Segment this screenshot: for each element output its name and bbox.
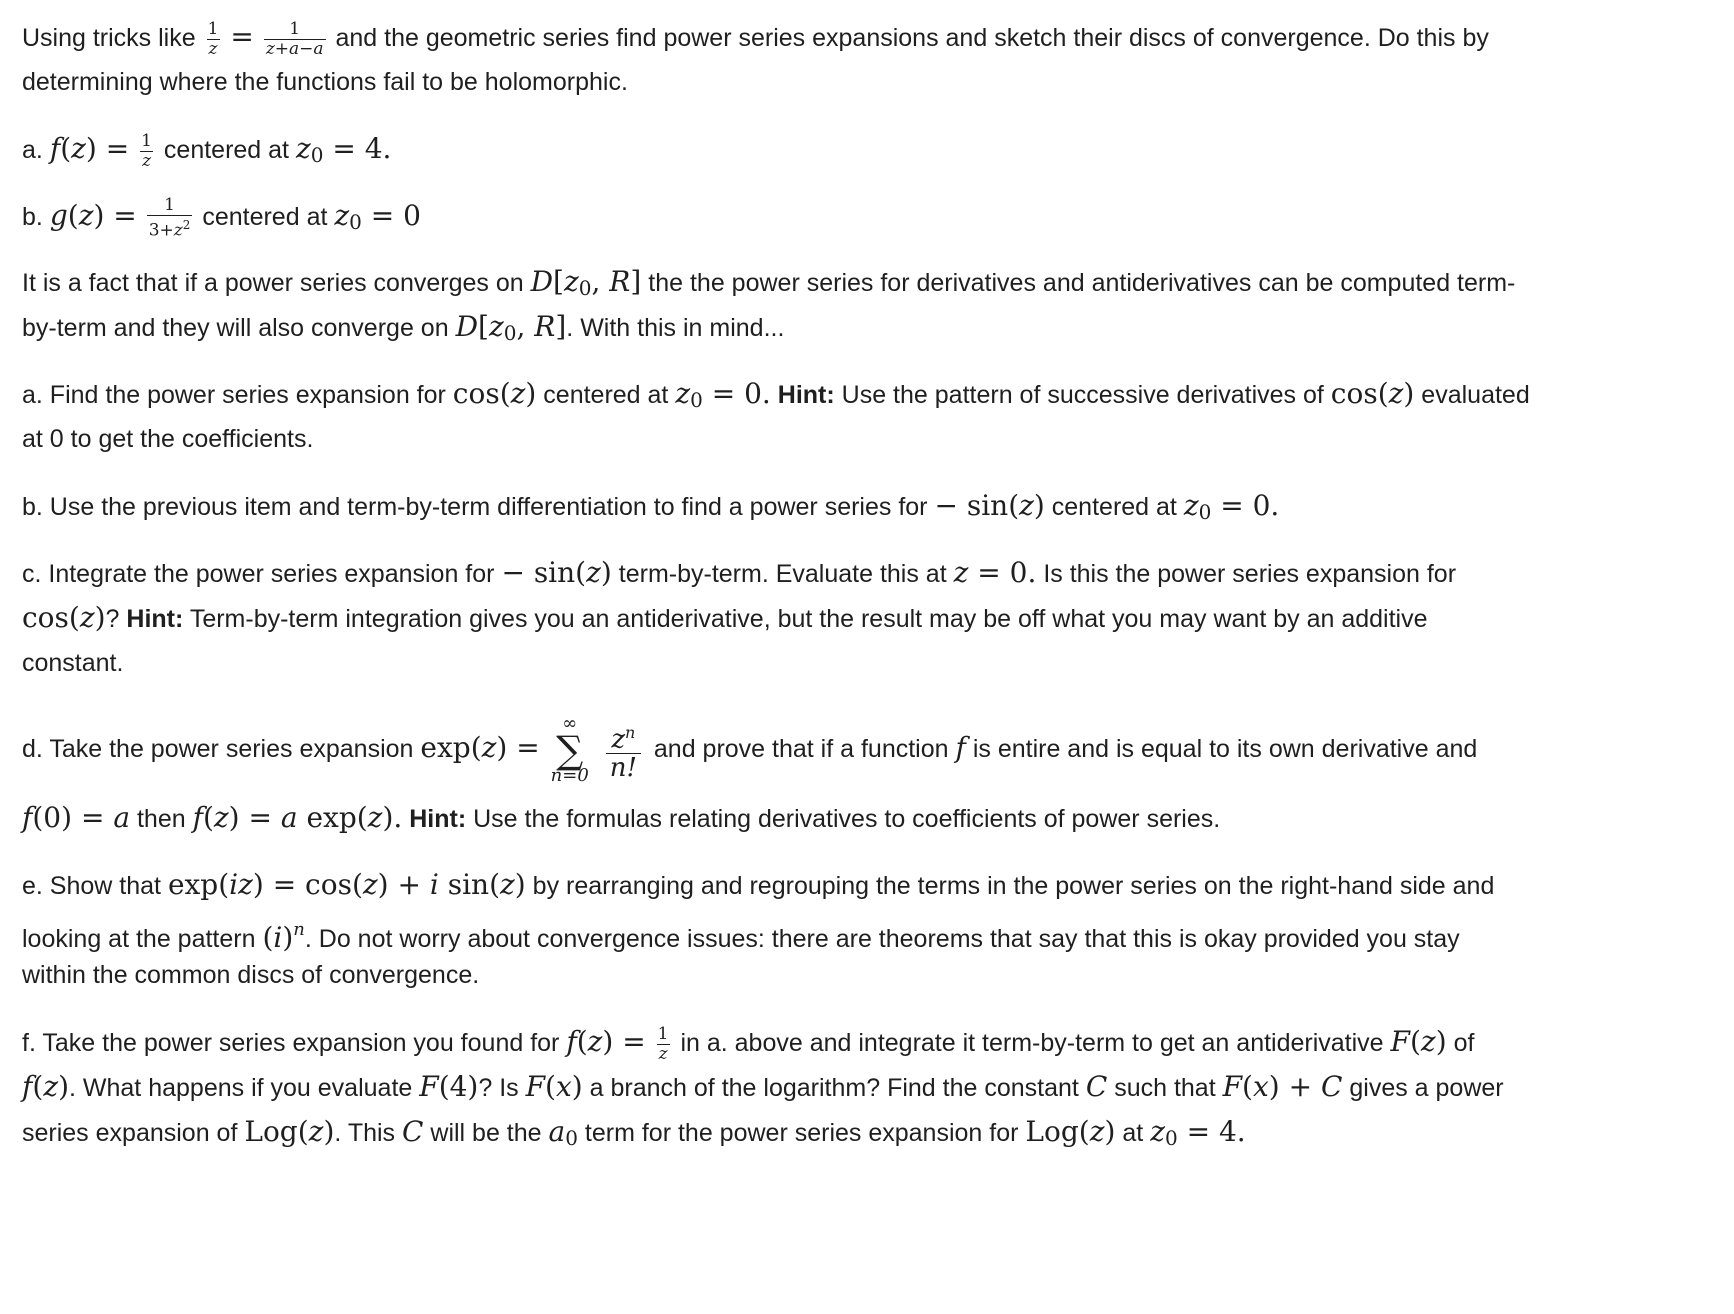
math-one-over-z: $\frac{1}{z}$ — [207, 18, 219, 59]
part2-item-f-line-2: f(z). What happens if you evaluate F(4)? Is F(x) a branch of the logarithm? Find the constant C such that F(x) + C gives a power — [22, 1070, 1504, 1103]
intro-line-1: Using tricks like $\frac{1}{z}$ = $\frac{1}{z+a-a}$ and the geometric series find power series expansions and sketch their discs of convergence. Do this by — [22, 18, 1489, 59]
math-one-over-3-plus-z2: $\frac{1}{3+z^2}$ — [148, 195, 191, 241]
part2-item-f-line-3: series expansion of Log(z). This C will be the $a_0$ term for the power series expansion for Log(z) at $z_0 = 4$. — [22, 1115, 1246, 1150]
intro-text-2: and the geometric series find power series expansions and sketch their discs of convergence. Do this by — [335, 24, 1489, 52]
math-summation: ∞ ∑ n=0 — [550, 713, 589, 787]
part2-item-e-line-2: looking at the pattern $(i)^n$. Do not worry about convergence issues: there are theorems that say that this is okay provided you stay — [22, 919, 1460, 954]
part1-item-b: b. g(z) = $\frac{1}{3+z^2}$ centered at $z_0 = 0$ — [22, 195, 421, 241]
part2-item-a-line-2: at 0 to get the coefficients. — [22, 425, 314, 453]
intro-line-2 — [22, 57, 1722, 107]
fact-line-2: by-term and they will also converge on $D[z_0$, R]. With this in mind... — [22, 310, 785, 345]
part2-item-e-line-3: within the common discs of convergence. — [22, 961, 480, 989]
hint-label: Hint: — [126, 605, 184, 633]
math-one-over-z: $\frac{1}{z}$ — [141, 130, 152, 171]
math-zn-over-n-factorial: $\frac{z^n}{n!}$ — [606, 719, 641, 783]
hint-label: Hint: — [409, 805, 467, 833]
part2-item-e-line-1: e. Show that exp(iz) = cos(z) + i sin(z) by rearranging and regrouping the terms in the power series on the right-hand side and — [22, 868, 1495, 901]
part2-item-a-line-1: a. Find the power series expansion for cos(z) centered at $z_0 = 0$. Hint: Use the pattern of successive derivatives of cos(z) evaluated — [22, 377, 1530, 412]
part1-item-a: a. f(z) = $\frac{1}{z}$ centered at $z_0 = 4$. — [22, 130, 392, 171]
math-one-over-z-plus-a-minus-a: $\frac{1}{z+a-a}$ — [265, 18, 324, 59]
part2-item-c-line-2: cos(z)? Hint: Term-by-term integration gives you an antiderivative, but the result may be off what you may want by an additive — [22, 601, 1428, 634]
part2-item-c-line-1: c. Integrate the power series expansion for − sin(z) term-by-term. Evaluate this at z = 0. Is this the power series expansion for — [22, 556, 1457, 589]
part2-item-d-line-2: f(0) = a then f(z) = a exp(z). Hint: Use the formulas relating derivatives to coefficients of power series. — [22, 801, 1221, 834]
part2-item-b: b. Use the previous item and term-by-term differentiation to find a power series for − sin(z) centered at $z_0 = 0$. — [22, 489, 1280, 524]
math-one-over-z: $\frac{1}{z}$ — [657, 1023, 669, 1064]
part2-item-c-line-3: constant. — [22, 649, 124, 677]
intro-text-3: determining where the functions fail to be holomorphic. — [22, 68, 628, 96]
hint-label: Hint: — [777, 381, 835, 409]
fact-line-1: It is a fact that if a power series converges on $D[z_0$, R] the the power series for derivatives and antiderivatives can be computed term- — [22, 265, 1516, 300]
intro-text-1: Using tricks like — [22, 24, 196, 52]
part2-item-d-line-1: d. Take the power series expansion exp(z) = ∞ ∑ n=0 $\frac{z^n}{n!}$ and prove that if a function f is entire and is equal to its own derivative and — [22, 713, 1478, 787]
part2-item-f-line-1: f. Take the power series expansion you found for f(z) = $\frac{1}{z}$ in a. above and integrate it term-by-term to get an antiderivative F(z) of — [22, 1023, 1475, 1064]
